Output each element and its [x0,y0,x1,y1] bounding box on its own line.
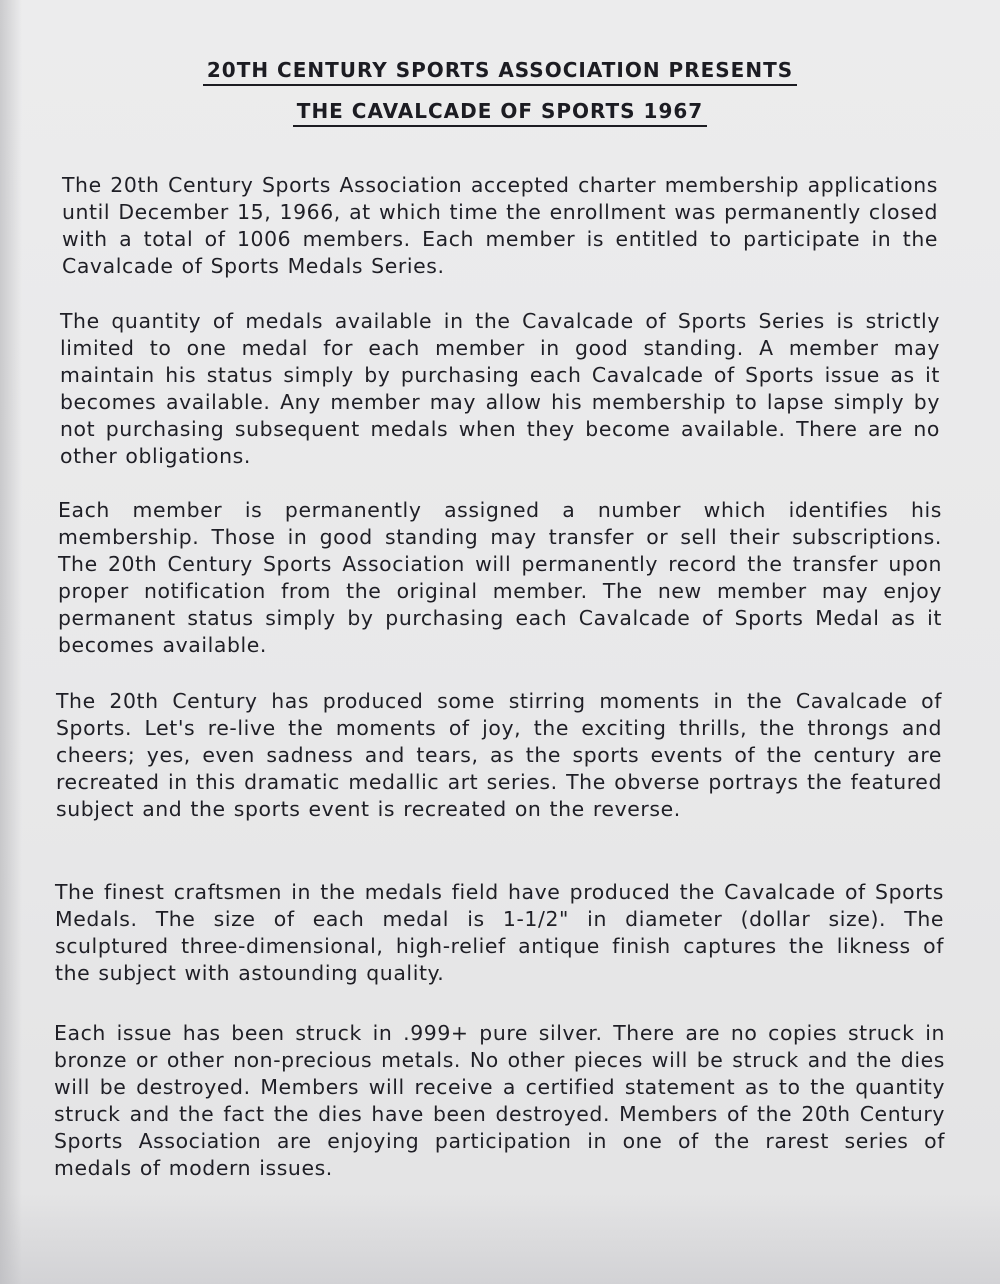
page-bottom-shadow [0,1194,1000,1284]
paragraph-membership: The 20th Century Sports Association accepted charter membership applications until December 15, 1966, at which time the enrollment was permanently closed with a total of 1006 members. Each member is entitled to participate in the Cavalcade of Sports Medals Series. [62,173,938,278]
paragraph-quantity: The quantity of medals available in the Cavalcade of Sports Series is strictly limited to one medal for each member in good standing. A member may maintain his status simply by purchasing each Cavalcade of Sports issue as it becomes available. Any member may allow his membership to lapse simply by not purchasing subsequent medals when they become available. There are no other obligations. [60,309,940,468]
paragraph-silver-issue: Each issue has been struck in .999+ pure silver. There are no copies struck in bronze or other non-precious metals. No other pieces will be struck and the dies will be destroyed. Members will receive a certified statement as to the quantity struck and the fact the dies have been destroyed. Members of the 20th Century Sports Association are enjoying participation in one of the rarest series of medals of modern issues. [54,1021,945,1180]
page-edge-shadow [0,0,22,1284]
heading-presenter [0,58,1000,86]
paragraph-stirring-moments: The 20th Century has produced some stirring moments in the Cavalcade of Sports. Let's re-live the moments of joy, the exciting thrills, the throngs and cheers; yes, even sadness and tears, as the sports events of the century are recreated in this dramatic medallic art series. The obverse portrays the featured subject and the sports event is recreated on the reverse. [56,689,942,821]
heading-line-1: 20TH CENTURY SPORTS ASSOCIATION PRESENTS [203,58,797,86]
heading-line-2: THE CAVALCADE OF SPORTS 1967 [293,99,707,127]
heading-title [0,99,1000,127]
paragraph-craftsmen: The finest craftsmen in the medals field have produced the Cavalcade of Sports Medals. The size of each medal is 1-1/2" in diameter (dollar size). The sculptured three-dimensional, high-relief antique finish captures the likness of the subject with astounding quality. [55,880,944,985]
paragraph-member-number: Each member is permanently assigned a number which identifies his membership. Those in good standing may transfer or sell their subscriptions. The 20th Century Sports Association will permanently record the transfer upon proper notification from the original member. The new member may enjoy permanent status simply by purchasing each Cavalcade of Sports Medal as it becomes available. [58,498,942,657]
